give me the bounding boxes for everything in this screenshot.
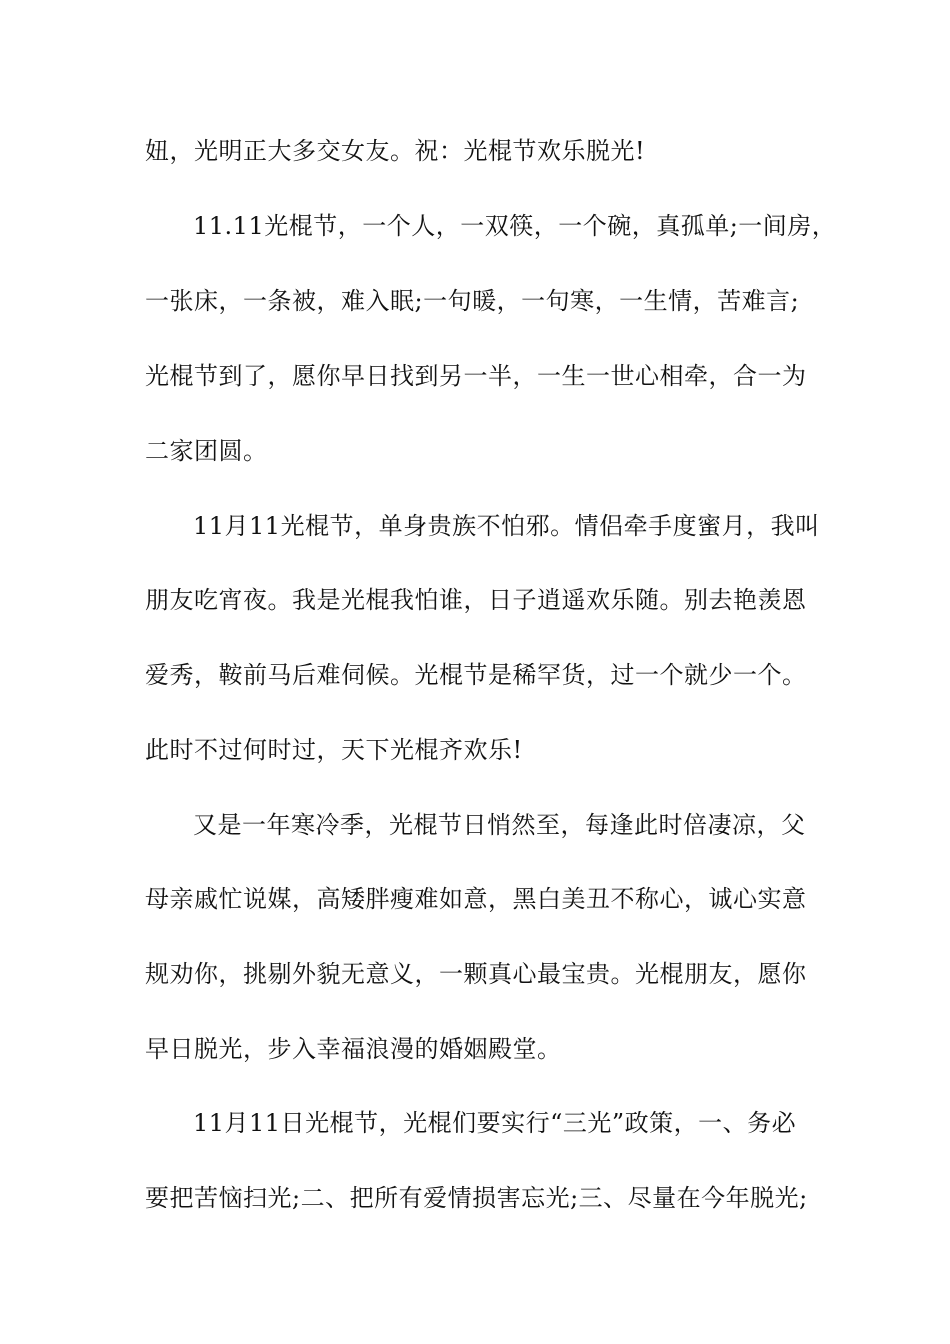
text-line: 光棍节到了，愿你早日找到另一半，一生一世心相牵，合一为	[145, 362, 807, 390]
paragraph-first-line: 11月11光棍节，单身贵族不怕邪。情侣牵手度蜜月，我叫	[193, 512, 820, 540]
text-line: 规劝你，挑剔外貌无意义，一颗真心最宝贵。光棍朋友，愿你	[145, 960, 807, 988]
text-line: 二家团圆。	[145, 437, 268, 465]
text-line: 母亲戚忙说媒，高矮胖瘦难如意，黑白美丑不称心，诚心实意	[145, 885, 807, 913]
paragraph-first-line: 11月11日光棍节，光棍们要实行“三光”政策，一、务必	[193, 1109, 797, 1137]
text-line: 朋友吃宵夜。我是光棍我怕谁，日子逍遥欢乐随。别去艳羡恩	[145, 586, 807, 614]
text-line: 一张床，一条被，难入眠;一句暖，一句寒，一生情，苦难言;	[145, 287, 800, 315]
text-line: 妞，光明正大多交女友。祝：光棍节欢乐脱光!	[145, 137, 646, 165]
text-line: 爱秀，鞍前马后难伺候。光棍节是稀罕货，过一个就少一个。	[145, 661, 807, 689]
paragraph-first-line: 11.11光棍节，一个人，一双筷，一个碗，真孤单;一间房，	[193, 212, 837, 240]
paragraph-first-line: 又是一年寒冷季，光棍节日悄然至，每逢此时倍凄凉，父	[193, 811, 806, 839]
text-line: 要把苦恼扫光;二、把所有爱情损害忘光;三、尽量在今年脱光;	[145, 1184, 808, 1212]
text-line: 此时不过何时过，天下光棍齐欢乐!	[145, 736, 523, 764]
text-line: 早日脱光，步入幸福浪漫的婚姻殿堂。	[145, 1035, 562, 1063]
